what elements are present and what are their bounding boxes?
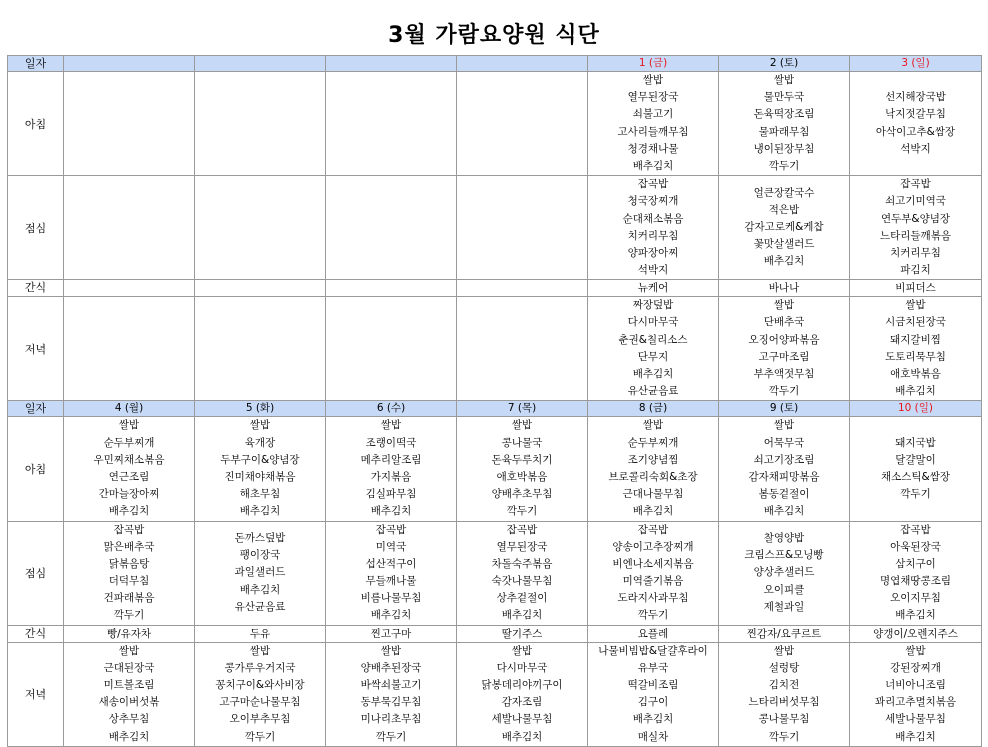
dinner-cell <box>64 642 195 746</box>
menu-item: 양송이고추장찌개 <box>612 540 694 553</box>
snack-cell <box>64 280 195 297</box>
menu-item: 진미채야채볶음 <box>224 470 296 483</box>
day-header: 2 (토) <box>719 56 850 72</box>
menu-item: 콩나물국 <box>501 436 543 449</box>
snack-cell <box>326 280 457 297</box>
menu-item: 도토리묵무침 <box>885 350 946 363</box>
menu-item: 돈육두루치기 <box>491 453 553 466</box>
lunch-cell <box>326 176 457 280</box>
menu-item: 섭산적구이 <box>365 557 417 570</box>
menu-item: 부추액젓무침 <box>753 368 815 380</box>
menu-item: 배추김치 <box>895 609 936 622</box>
menu-item: 명엽채땅콩조림 <box>879 575 951 588</box>
menu-item: 육개장 <box>244 436 276 449</box>
menu-item: 쌀밥 <box>773 644 795 657</box>
menu-item: 어묵무국 <box>763 436 805 449</box>
lunch-cell <box>457 521 588 625</box>
menu-item: 배추김치 <box>632 159 674 172</box>
menu-item: 두부구이&양념장 <box>220 453 300 466</box>
menu-item: 배추김치 <box>501 609 543 622</box>
date-header-row <box>8 401 982 417</box>
dinner-row <box>8 297 982 401</box>
menu-item: 깍두기 <box>900 488 931 501</box>
day-header: 3 (일) <box>850 56 982 72</box>
breakfast-row <box>8 417 982 521</box>
menu-item: 다시마무국 <box>627 316 679 329</box>
menu-item: 꽁치구이&와사비장 <box>215 679 305 691</box>
snack-cell: 찐고구마 <box>326 625 457 642</box>
menu-item: 돼지국밥 <box>895 436 936 449</box>
menu-item: 건파래볶음 <box>103 592 155 605</box>
snack-cell <box>457 280 588 297</box>
menu-item: 고구마순나물무침 <box>219 696 301 709</box>
menu-item: 쇠고기미역국 <box>885 195 946 208</box>
menu-item: 오이피클 <box>763 583 805 596</box>
breakfast-cell <box>326 417 457 521</box>
menu-item: 배추김치 <box>632 368 674 380</box>
snack-cell: 양갱이/오렌지주스 <box>850 625 982 642</box>
menu-item: 상추겉절이 <box>496 592 548 605</box>
menu-item: 김구이 <box>637 696 669 709</box>
dinner-cell <box>64 297 195 401</box>
menu-item: 고구마조림 <box>758 350 810 363</box>
menu-item: 김치전 <box>768 679 800 691</box>
menu-item: 돈까스덮밥 <box>234 532 286 545</box>
menu-item: 애호박볶음 <box>496 470 548 483</box>
menu-item: 청경채나물 <box>627 142 679 155</box>
menu-item: 배추김치 <box>370 505 412 518</box>
page-title: 3월 가람요양원 식단 <box>388 23 600 48</box>
dinner-label: 저녁 <box>8 297 64 401</box>
lunch-cell <box>850 176 982 280</box>
breakfast-cell <box>588 72 719 176</box>
dinner-cell <box>457 297 588 401</box>
menu-item: 적은밥 <box>768 203 800 216</box>
dinner-cell <box>326 297 457 401</box>
menu-item: 깍두기 <box>113 609 145 622</box>
menu-item: 잡곡밥 <box>113 523 145 536</box>
menu-item: 조랭이떡국 <box>365 436 417 449</box>
date-label: 일자 <box>8 56 64 72</box>
menu-item: 깍두기 <box>375 730 407 743</box>
lunch-cell <box>457 176 588 280</box>
dinner-cell <box>850 642 982 746</box>
menu-item: 설렁탕 <box>768 661 800 674</box>
menu-item: 물파래무침 <box>758 125 810 138</box>
breakfast-cell <box>195 72 326 176</box>
menu-item: 배추김치 <box>895 385 936 398</box>
menu-item: 쌀밥 <box>118 644 140 657</box>
menu-item: 깍두기 <box>244 730 276 743</box>
menu-item: 배추김치 <box>370 609 412 622</box>
menu-item: 쌀밥 <box>380 419 402 432</box>
menu-item: 메추리알조림 <box>360 453 422 466</box>
menu-item: 미나리초무침 <box>360 713 422 726</box>
menu-item: 상추무침 <box>108 713 150 726</box>
menu-item: 열무된장국 <box>496 540 548 553</box>
menu-item: 석박지 <box>900 142 931 155</box>
dinner-row <box>8 642 982 746</box>
menu-item: 배추김치 <box>239 583 281 596</box>
menu-item: 조기양념찜 <box>627 453 679 466</box>
menu-item: 찰영양밥 <box>763 532 805 545</box>
menu-item: 냉이된장무침 <box>753 142 815 155</box>
breakfast-row <box>8 72 982 176</box>
menu-item: 달걀말이 <box>895 453 936 466</box>
dinner-label: 저녁 <box>8 642 64 746</box>
snack-label: 간식 <box>8 280 64 297</box>
menu-item: 감자채피망볶음 <box>748 470 820 483</box>
menu-item: 제철과일 <box>763 600 805 613</box>
day-header: 9 (토) <box>719 401 850 417</box>
menu-item: 단무지 <box>637 350 669 363</box>
menu-item: 쌀밥 <box>773 74 795 86</box>
lunch-cell <box>195 176 326 280</box>
snack-cell: 요플레 <box>588 625 719 642</box>
menu-item: 오이부추무침 <box>229 713 291 726</box>
menu-item: 잡곡밥 <box>375 523 407 536</box>
menu-item: 새송이버섯볶 <box>98 696 160 709</box>
breakfast-label: 아침 <box>8 417 64 521</box>
menu-item: 유산균음료 <box>627 385 679 398</box>
menu-item: 감자고로케&케찹 <box>744 221 824 234</box>
menu-item: 간마늘장아찌 <box>98 488 160 501</box>
menu-item: 연근조림 <box>108 470 150 483</box>
snack-row <box>8 280 982 297</box>
day-header <box>457 56 588 72</box>
menu-item: 닭볶음탕 <box>108 557 150 570</box>
menu-item: 유산균음료 <box>234 600 286 613</box>
day-header: 6 (수) <box>326 401 457 417</box>
menu-item: 쇠불고기 <box>632 108 674 121</box>
menu-item: 세발나물무침 <box>491 713 553 726</box>
menu-item: 무들깨나물 <box>365 575 417 588</box>
menu-item: 도라지사과무침 <box>617 592 689 605</box>
menu-item: 근대된장국 <box>103 661 155 674</box>
menu-item: 우민찌채소볶음 <box>93 453 165 466</box>
menu-item: 닭봉데리야끼구이 <box>481 679 563 691</box>
menu-item: 다시마무국 <box>496 661 548 674</box>
menu-item: 더덕무침 <box>108 575 150 588</box>
menu-item: 순두부찌개 <box>627 436 679 449</box>
menu-item: 얼큰장칼국수 <box>753 186 815 199</box>
snack-cell: 딸기주스 <box>457 625 588 642</box>
menu-item: 동부묵김무침 <box>360 696 422 709</box>
breakfast-cell <box>850 417 982 521</box>
breakfast-cell <box>195 417 326 521</box>
menu-item: 미역국 <box>375 540 407 553</box>
dinner-cell <box>719 642 850 746</box>
menu-item: 나물비빔밥&달걀후라이 <box>598 644 708 657</box>
menu-item: 양파장아찌 <box>627 246 679 259</box>
snack-row <box>8 625 982 642</box>
menu-item: 세발나물무침 <box>885 713 946 726</box>
breakfast-cell <box>326 72 457 176</box>
menu-item: 삼치구이 <box>895 557 936 570</box>
breakfast-cell <box>588 417 719 521</box>
menu-item: 연두부&양념장 <box>880 212 951 225</box>
menu-item: 꽈리고추멸치볶음 <box>874 696 957 709</box>
lunch-label: 점심 <box>8 176 64 280</box>
menu-item: 쌀밥 <box>773 419 795 432</box>
breakfast-label: 아침 <box>8 72 64 176</box>
menu-item: 강된장찌개 <box>890 661 941 674</box>
menu-item: 깍두기 <box>768 159 800 172</box>
lunch-cell <box>195 521 326 625</box>
lunch-cell <box>326 521 457 625</box>
menu-item: 감자조림 <box>501 696 543 709</box>
menu-item: 해초무침 <box>239 488 281 501</box>
menu-item: 양상추샐러드 <box>753 566 815 579</box>
breakfast-cell <box>719 417 850 521</box>
menu-item: 쌀밥 <box>511 644 533 657</box>
menu-item: 짜장덮밥 <box>632 299 674 312</box>
menu-item: 가지볶음 <box>370 470 412 483</box>
menu-item: 배추김치 <box>501 730 543 743</box>
menu-item: 쌀밥 <box>905 644 926 657</box>
lunch-cell <box>64 521 195 625</box>
menu-item: 쌀밥 <box>249 644 271 657</box>
menu-item: 유부국 <box>637 661 669 674</box>
menu-item: 콩가루우거지국 <box>224 661 296 674</box>
day-header: 7 (목) <box>457 401 588 417</box>
menu-item: 고사리들깨무침 <box>617 125 689 138</box>
menu-item: 봄동겉절이 <box>758 488 810 501</box>
day-header <box>64 56 195 72</box>
menu-item: 물만두국 <box>763 91 805 104</box>
dinner-cell <box>588 642 719 746</box>
menu-item: 석박지 <box>637 264 669 277</box>
dinner-cell <box>195 642 326 746</box>
dinner-cell <box>588 297 719 401</box>
dinner-cell <box>719 297 850 401</box>
menu-item: 바싹쇠불고기 <box>360 679 422 691</box>
dinner-cell <box>195 297 326 401</box>
menu-item: 미트볼조림 <box>103 679 155 691</box>
menu-item: 너비아니조림 <box>885 679 946 691</box>
dinner-cell <box>850 297 982 401</box>
menu-item: 순두부찌개 <box>103 436 155 449</box>
menu-item: 배추김치 <box>108 505 150 518</box>
menu-item: 과일샐러드 <box>234 566 286 579</box>
menu-item: 근대나물무침 <box>622 488 684 501</box>
menu-item: 쇠고기장조림 <box>753 453 815 466</box>
menu-item: 비엔나소세지볶음 <box>612 557 694 570</box>
snack-cell: 뉴케어 <box>588 280 719 297</box>
lunch-cell <box>64 176 195 280</box>
dinner-cell <box>457 642 588 746</box>
menu-item: 쌀밥 <box>380 644 402 657</box>
dinner-cell <box>326 642 457 746</box>
menu-item: 김실파무침 <box>365 488 417 501</box>
menu-item: 잡곡밥 <box>637 178 669 191</box>
menu-item: 느타리버섯무침 <box>748 696 820 709</box>
menu-item: 양배추된장국 <box>360 661 422 674</box>
menu-item: 순대채소볶음 <box>622 212 684 225</box>
breakfast-cell <box>457 417 588 521</box>
menu-item: 매실차 <box>637 730 669 743</box>
lunch-row <box>8 521 982 625</box>
day-header <box>326 56 457 72</box>
menu-item: 애호박볶음 <box>890 368 941 380</box>
snack-cell <box>195 280 326 297</box>
menu-item: 브로콜리숙회&초장 <box>608 470 698 483</box>
menu-item: 쌀밥 <box>905 299 926 312</box>
menu-item: 떡갈비조림 <box>627 679 679 691</box>
menu-item: 아삭이고추&쌈장 <box>875 125 956 138</box>
menu-item: 비름나물무침 <box>360 592 422 605</box>
menu-item: 잡곡밥 <box>637 523 669 536</box>
menu-item: 시금치된장국 <box>885 316 946 329</box>
menu-item: 맑은배추국 <box>103 540 155 553</box>
breakfast-cell <box>850 72 982 176</box>
lunch-cell <box>588 521 719 625</box>
menu-item: 선지해장국밥 <box>885 91 946 104</box>
menu-item: 배추김치 <box>108 730 150 743</box>
menu-item: 열무된장국 <box>627 91 679 104</box>
date-header-row <box>8 56 982 72</box>
menu-item: 돼지갈비찜 <box>890 333 941 346</box>
menu-item: 콩나물무침 <box>758 713 810 726</box>
menu-item: 느타리들깨볶음 <box>879 229 951 242</box>
menu-item: 춘권&칠리소스 <box>618 333 688 346</box>
menu-item: 파김치 <box>900 264 931 277</box>
snack-cell: 바나나 <box>719 280 850 297</box>
day-header: 8 (금) <box>588 401 719 417</box>
menu-item: 잡곡밥 <box>900 178 931 191</box>
menu-item: 미역줄기볶음 <box>622 575 684 588</box>
breakfast-cell <box>64 417 195 521</box>
snack-cell: 비피더스 <box>850 280 982 297</box>
lunch-cell <box>588 176 719 280</box>
menu-item: 채소스틱&쌈장 <box>880 470 951 483</box>
menu-item: 쌀밥 <box>511 419 533 432</box>
menu-item: 쌀밥 <box>773 299 795 312</box>
menu-item: 오징어양파볶음 <box>748 333 820 346</box>
menu-item: 배추김치 <box>763 505 805 518</box>
snack-cell: 찐감자/요쿠르트 <box>719 625 850 642</box>
date-label: 일자 <box>8 401 64 417</box>
menu-item: 치커리무침 <box>890 246 941 259</box>
menu-item: 양배추초무침 <box>491 488 553 501</box>
menu-item: 잡곡밥 <box>900 523 931 536</box>
breakfast-cell <box>64 72 195 176</box>
menu-item: 숙갓나물무침 <box>491 575 553 588</box>
menu-item: 잡곡밥 <box>506 523 538 536</box>
menu-item: 배추김치 <box>895 730 936 743</box>
day-header: 5 (화) <box>195 401 326 417</box>
menu-item: 배추김치 <box>632 713 674 726</box>
menu-item: 아욱된장국 <box>890 540 941 553</box>
lunch-cell <box>719 176 850 280</box>
menu-item: 오이지무침 <box>890 592 941 605</box>
menu-item: 크림스프&모닝빵 <box>744 549 824 562</box>
menu-item: 차돌숙주볶음 <box>491 557 553 570</box>
lunch-cell <box>719 521 850 625</box>
lunch-cell <box>850 521 982 625</box>
menu-item: 배추김치 <box>239 505 281 518</box>
snack-cell: 빵/유자차 <box>64 625 195 642</box>
day-header: 10 (일) <box>850 401 982 417</box>
menu-item: 돈육떡장조림 <box>753 108 815 121</box>
menu-item: 배추김치 <box>632 505 674 518</box>
menu-table <box>7 55 982 747</box>
menu-item: 꽃맛살샐러드 <box>753 238 815 251</box>
lunch-row <box>8 176 982 280</box>
menu-item: 낙지젓갈무침 <box>885 108 946 121</box>
menu-item: 치커리무침 <box>627 229 679 242</box>
menu-item: 쌀밥 <box>249 419 271 432</box>
snack-label: 간식 <box>8 625 64 642</box>
menu-item: 깍두기 <box>637 609 669 622</box>
day-header <box>195 56 326 72</box>
menu-item: 쌀밥 <box>642 74 664 86</box>
menu-item: 청국장찌개 <box>627 195 679 208</box>
menu-item: 깍두기 <box>768 730 800 743</box>
day-header: 4 (월) <box>64 401 195 417</box>
menu-item: 쌀밥 <box>118 419 140 432</box>
menu-item: 배추김치 <box>763 255 805 268</box>
day-header: 1 (금) <box>588 56 719 72</box>
menu-item: 깍두기 <box>506 505 538 518</box>
menu-item: 단배추국 <box>763 316 805 329</box>
snack-cell: 두유 <box>195 625 326 642</box>
menu-item: 쌀밥 <box>642 419 664 432</box>
menu-item: 팽이장국 <box>239 549 281 562</box>
breakfast-cell <box>457 72 588 176</box>
breakfast-cell <box>719 72 850 176</box>
menu-item: 깍두기 <box>768 385 800 398</box>
lunch-label: 점심 <box>8 521 64 625</box>
